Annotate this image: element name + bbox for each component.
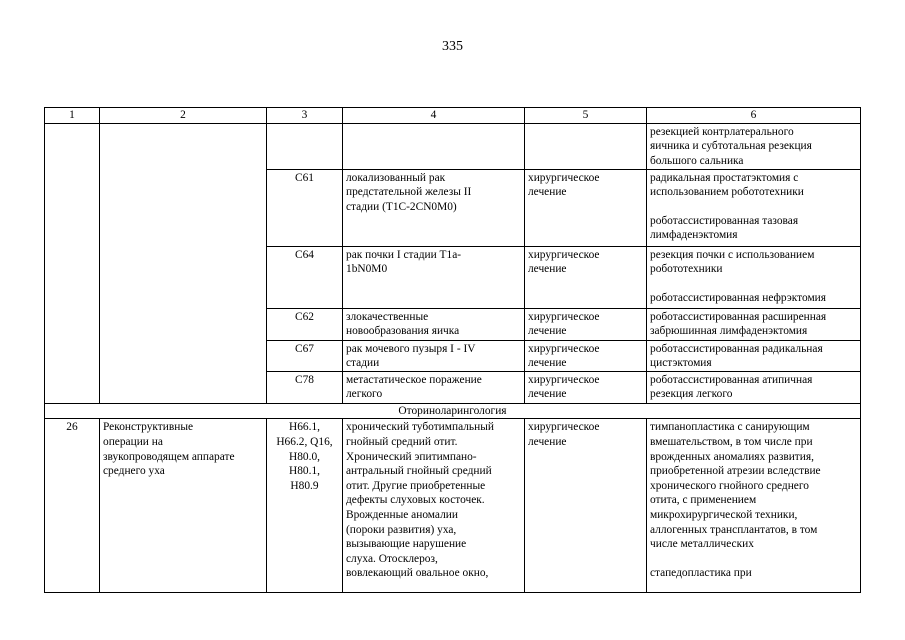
spacer bbox=[650, 277, 857, 291]
text-line: хирургическое bbox=[528, 342, 600, 355]
cell-disease bbox=[343, 246, 525, 308]
text-line: локализованный рак bbox=[346, 171, 446, 184]
header-col-6: 6 bbox=[647, 108, 861, 124]
cell-treatment bbox=[525, 169, 647, 246]
cell-method bbox=[647, 123, 861, 169]
text-line: злокачественные bbox=[346, 310, 429, 323]
text-line: (пороки развития) уха, bbox=[346, 523, 457, 536]
cell-method bbox=[647, 169, 861, 246]
cell-disease bbox=[343, 169, 525, 246]
cell-treatment bbox=[525, 371, 647, 403]
text-line: числе металлических bbox=[650, 538, 754, 551]
cell-method bbox=[647, 419, 861, 593]
text-line: антральный гнойный средний bbox=[346, 465, 492, 478]
text-line: предстательной железы II bbox=[346, 186, 472, 199]
text-line: лечение bbox=[528, 357, 567, 370]
table-header-row bbox=[45, 108, 861, 124]
text-line: стадии (T1C-2CN0M0) bbox=[346, 200, 457, 213]
text-line: тимпанопластика с санирующим bbox=[650, 421, 810, 434]
header-col-4: 4 bbox=[343, 108, 525, 124]
text-line: отита, с применением bbox=[650, 494, 757, 507]
text-line: H66.1, bbox=[288, 421, 320, 434]
text-line: роботассистированная нефрэктомия bbox=[650, 291, 827, 304]
text-line: гнойный средний отит. bbox=[346, 435, 458, 448]
table-row-26 bbox=[45, 419, 861, 593]
text-line: врожденных аномалиях развития, bbox=[650, 450, 814, 463]
cell-disease bbox=[343, 419, 525, 593]
text-line: вмешательством, в том числе при bbox=[650, 435, 813, 448]
cell-number: 26 bbox=[45, 419, 100, 593]
text-line: цистэктомия bbox=[650, 357, 712, 370]
cell-name-empty bbox=[100, 123, 267, 403]
cell-treatment bbox=[525, 340, 647, 371]
text-line: H80.9 bbox=[290, 479, 319, 492]
text-line: яичника и субтотальная резекция bbox=[650, 140, 812, 153]
text-line: робототехники bbox=[650, 263, 723, 276]
text-line: лечение bbox=[528, 388, 567, 401]
text-line: забрюшинная лимфаденэктомия bbox=[650, 325, 808, 338]
table-row-continuation bbox=[45, 123, 861, 169]
text-line: Реконструктивные bbox=[103, 421, 194, 434]
text-line: роботассистированная атипичная bbox=[650, 373, 813, 386]
text-line: хронического гнойного среднего bbox=[650, 479, 809, 492]
text-line: аллогенных трансплантатов, в том bbox=[650, 523, 818, 536]
cell-disease bbox=[343, 371, 525, 403]
cell-code: C78 bbox=[267, 371, 343, 403]
table-section-row bbox=[45, 403, 861, 419]
text-line: Врожденные аномалии bbox=[346, 508, 458, 521]
spacer bbox=[650, 200, 857, 214]
text-line: операции на bbox=[103, 435, 163, 448]
text-line: 1bN0M0 bbox=[346, 263, 388, 276]
header-col-5: 5 bbox=[525, 108, 647, 124]
text-line: лечение bbox=[528, 186, 567, 199]
text-line: Хронический эпитимпано- bbox=[346, 450, 477, 463]
cell-code-empty bbox=[267, 123, 343, 169]
cell-number-empty bbox=[45, 123, 100, 403]
cell-code: C61 bbox=[267, 169, 343, 246]
text-line: микрохирургической техники, bbox=[650, 508, 798, 521]
text-line: звукопроводящем аппарате bbox=[103, 450, 235, 463]
text-line: хирургическое bbox=[528, 171, 600, 184]
text-line: метастатическое поражение bbox=[346, 373, 482, 386]
text-line: новообразования яичка bbox=[346, 325, 460, 338]
text-line: слуха. Отосклероз, bbox=[346, 552, 438, 565]
text-line: хирургическое bbox=[528, 421, 600, 434]
text-line: резекция легкого bbox=[650, 388, 733, 401]
cell-method bbox=[647, 371, 861, 403]
spacer bbox=[650, 552, 857, 566]
cell-treatment bbox=[525, 419, 647, 593]
text-line: среднего уха bbox=[103, 465, 165, 478]
header-col-3: 3 bbox=[267, 108, 343, 124]
cell-treatment-empty bbox=[525, 123, 647, 169]
text-line: вызывающие нарушение bbox=[346, 538, 467, 551]
cell-disease bbox=[343, 308, 525, 340]
cell-method bbox=[647, 246, 861, 308]
text-line: радикальная простатэктомия с bbox=[650, 171, 799, 184]
cell-method bbox=[647, 308, 861, 340]
text-line: использованием робототехники bbox=[650, 186, 804, 199]
text-line: легкого bbox=[346, 388, 383, 401]
text-line: H80.1, bbox=[288, 465, 320, 478]
text-line: H80.0, bbox=[288, 450, 320, 463]
text-line: отит. Другие приобретенные bbox=[346, 479, 486, 492]
text-line: роботассистированная расширенная bbox=[650, 310, 827, 323]
cell-code: C64 bbox=[267, 246, 343, 308]
text-line: лимфаденэктомия bbox=[650, 229, 738, 242]
text-line: рак мочевого пузыря I - IV bbox=[346, 342, 476, 355]
text-line: вовлекающий овальное окно, bbox=[346, 567, 489, 580]
page-number: 335 bbox=[442, 39, 463, 54]
section-title: Оториноларингология bbox=[45, 403, 861, 419]
text-line: резекцией контрлатерального bbox=[650, 125, 794, 138]
cell-treatment bbox=[525, 308, 647, 340]
text-line: дефекты слуховых косточек. bbox=[346, 494, 485, 507]
medical-care-table bbox=[44, 107, 861, 593]
text-line: резекция почки с использованием bbox=[650, 248, 815, 261]
text-line: большого сальника bbox=[650, 154, 744, 167]
header-col-1: 1 bbox=[45, 108, 100, 124]
cell-code: C67 bbox=[267, 340, 343, 371]
text-line: приобретенной атрезии вследствие bbox=[650, 465, 821, 478]
cell-method bbox=[647, 340, 861, 371]
text-line: роботассистированная тазовая bbox=[650, 214, 799, 227]
text-line: H66.2, Q16, bbox=[276, 435, 333, 448]
text-line: хирургическое bbox=[528, 310, 600, 323]
cell-treatment bbox=[525, 246, 647, 308]
text-line: рак почки I стадии T1a- bbox=[346, 248, 462, 261]
cell-name bbox=[100, 419, 267, 593]
cell-code: C62 bbox=[267, 308, 343, 340]
text-line: лечение bbox=[528, 435, 567, 448]
header-col-2: 2 bbox=[100, 108, 267, 124]
text-line: хирургическое bbox=[528, 373, 600, 386]
text-line: хронический туботимпальный bbox=[346, 421, 494, 434]
text-line: роботассистированная радикальная bbox=[650, 342, 823, 355]
cell-disease-empty bbox=[343, 123, 525, 169]
text-line: хирургическое bbox=[528, 248, 600, 261]
text-line: лечение bbox=[528, 263, 567, 276]
text-line: лечение bbox=[528, 325, 567, 338]
cell-code bbox=[267, 419, 343, 593]
cell-disease bbox=[343, 340, 525, 371]
text-line: стадии bbox=[346, 357, 380, 370]
text-line: стапедопластика при bbox=[650, 566, 752, 579]
